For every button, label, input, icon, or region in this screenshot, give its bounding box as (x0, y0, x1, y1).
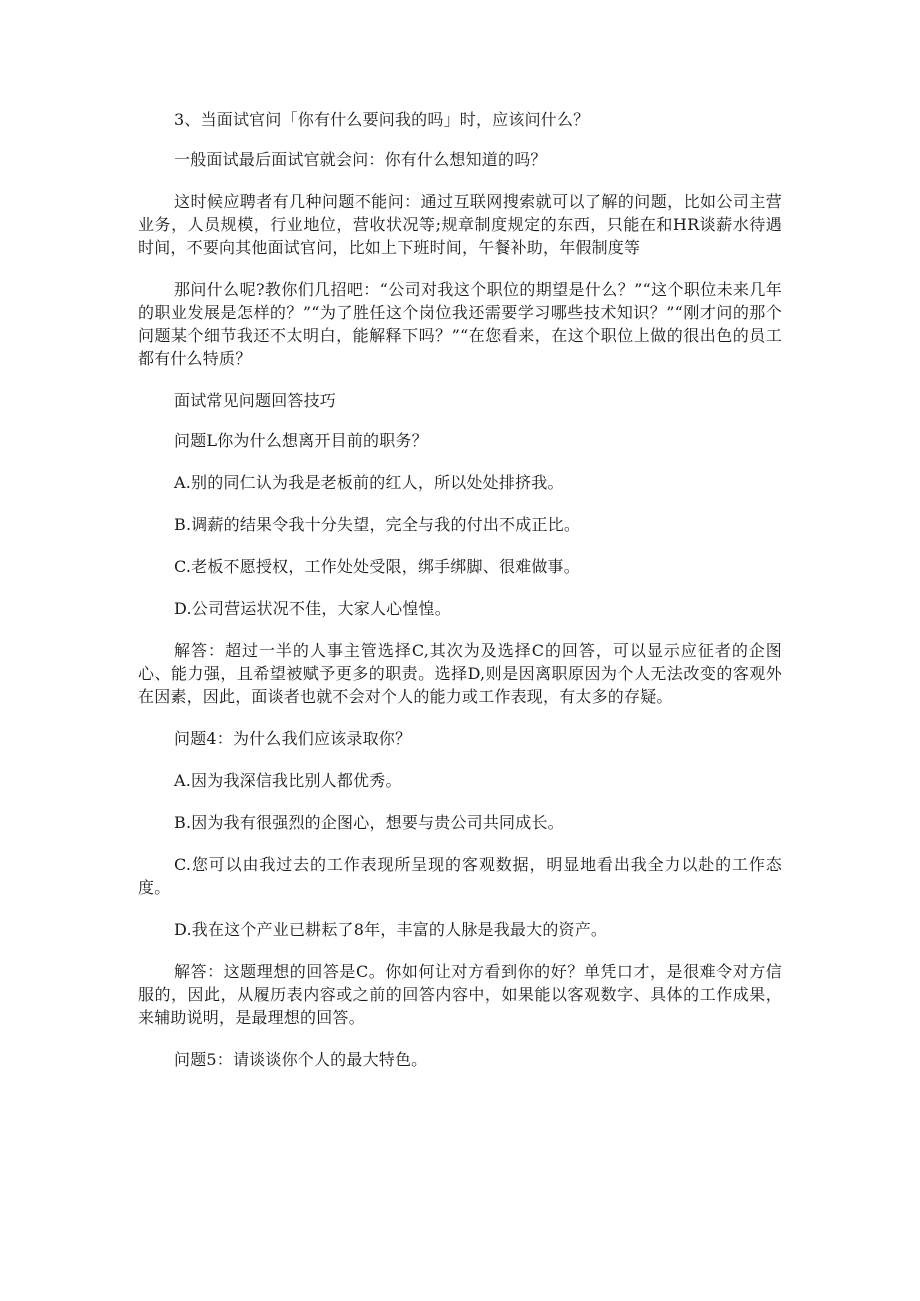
question-4-option-c: C.您可以由我过去的工作表现所呈现的客观数据，明显地看出我全力以赴的工作态度。 (138, 855, 782, 897)
question-l-answer: 解答：超过一半的人事主管选择C,其次为及选择C的回答，可以显示应征者的企图心、能力强，且希望被赋予更多的职责。选择D,则是因离职原因为个人无法改变的客观外在因素，因此，面谈者也就不会对个人的能力或工作表现，有太多的存疑。 (138, 641, 782, 706)
section-title-tips: 面试常见问题回答技巧 (174, 391, 337, 410)
question-4: 问题4：为什么我们应该录取你？ (174, 729, 412, 748)
question-l-option-d: D.公司营运状况不佳，大家人心惶惶。 (174, 599, 451, 618)
paragraph-suggested-questions: 那问什么呢?教你们几招吧：“公司对我这个职位的期望是什么？”“这个职位未来几年的职业发展是怎样的？”“为了胜任这个岗位我还需要学习哪些技术知识？”“刚才问的那个问题某个细节我还不太明白，能解释下吗？”“在您看来，在这个职位上做的很出色的员工都有什么特质？ (138, 280, 782, 368)
document-body (138, 108, 782, 1071)
paragraph-intro: 一般面试最后面试官就会问：你有什么想知道的吗？ (174, 150, 547, 169)
question-4-option-a: A.因为我深信我比别人都优秀。 (174, 771, 402, 790)
question-l-option-a: A.别的同仁认为我是老板前的红人，所以处处排挤我。 (174, 473, 564, 492)
question-l-option-b: B.调薪的结果令我十分失望，完全与我的付出不成正比。 (174, 515, 581, 534)
question-5: 问题5：请谈谈你个人的最大特色。 (174, 1050, 428, 1069)
question-4-answer: 解答：这题理想的回答是C。你如何让对方看到你的好？单凭口才，是很难令对方信服的，因此，从履历表内容或之前的回答内容中，如果能以客观数字、具体的工作成果，来辅助说明，是最理想的回答。 (138, 962, 782, 1027)
question-l: 问题L你为什么想离开目前的职务？ (174, 431, 428, 450)
question-4-option-b: B.因为我有很强烈的企图心，想要与贵公司共同成长。 (174, 813, 564, 832)
paragraph-forbidden-questions: 这时候应聘者有几种问题不能问：通过互联网搜索就可以了解的问题，比如公司主营业务，人员规模，行业地位，营收状况等;规章制度规定的东西，只能在和HR谈薪水待遇时间，不要向其他面试官问，比如上下班时间，午餐补助，年假制度等 (138, 192, 782, 257)
question-l-option-c: C.老板不愿授权，工作处处受限，绑手绑脚、很难做事。 (174, 557, 580, 576)
question-4-option-d: D.我在这个产业已耕耘了8年，丰富的人脉是我最大的资产。 (174, 920, 608, 939)
heading-question-3: 3、当面试官问「你有什么要问我的吗」时，应该问什么？ (174, 110, 590, 129)
